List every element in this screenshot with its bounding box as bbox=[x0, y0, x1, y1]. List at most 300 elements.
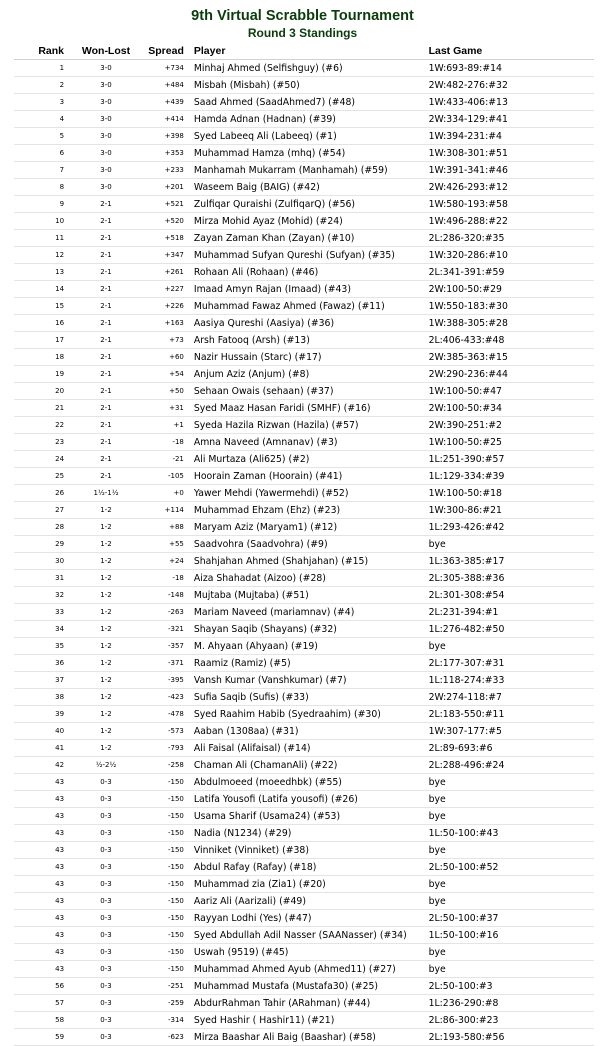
last-game-cell: 1W:550-183:#30 bbox=[429, 298, 594, 315]
rank-cell: 38 bbox=[14, 689, 76, 706]
spread-cell: +24 bbox=[136, 553, 194, 570]
spread-cell: +347 bbox=[136, 247, 194, 264]
table-row bbox=[14, 417, 594, 434]
won-lost-cell: 3-0 bbox=[76, 111, 136, 128]
last-game-cell: 1W:300-86:#21 bbox=[429, 502, 594, 519]
rank-cell: 6 bbox=[14, 145, 76, 162]
spread-cell: +54 bbox=[136, 366, 194, 383]
table-row bbox=[14, 502, 594, 519]
spread-cell: +1 bbox=[136, 417, 194, 434]
table-row bbox=[14, 247, 594, 264]
last-game-cell: bye bbox=[429, 774, 594, 791]
spread-cell: +233 bbox=[136, 162, 194, 179]
rank-cell: 41 bbox=[14, 740, 76, 757]
last-game-cell: 2W:290-236:#44 bbox=[429, 366, 594, 383]
rank-cell: 43 bbox=[14, 825, 76, 842]
table-row bbox=[14, 638, 594, 655]
player-cell: Vinniket (Vinniket) (#38) bbox=[194, 842, 429, 859]
table-header-row bbox=[14, 43, 594, 60]
rank-cell: 13 bbox=[14, 264, 76, 281]
rank-cell: 7 bbox=[14, 162, 76, 179]
spread-cell: +353 bbox=[136, 145, 194, 162]
spread-cell: -150 bbox=[136, 791, 194, 808]
table-row bbox=[14, 723, 594, 740]
spread-cell: +88 bbox=[136, 519, 194, 536]
rank-cell: 11 bbox=[14, 230, 76, 247]
table-row bbox=[14, 859, 594, 876]
spread-cell: -321 bbox=[136, 621, 194, 638]
last-game-cell: 1L:251-390:#57 bbox=[429, 451, 594, 468]
table-row bbox=[14, 655, 594, 672]
table-row bbox=[14, 94, 594, 111]
spread-cell: +226 bbox=[136, 298, 194, 315]
won-lost-cell: 1-2 bbox=[76, 502, 136, 519]
last-game-cell: bye bbox=[429, 638, 594, 655]
last-game-cell: 1W:308-301:#51 bbox=[429, 145, 594, 162]
last-game-cell: 2L:89-693:#6 bbox=[429, 740, 594, 757]
rank-cell: 39 bbox=[14, 706, 76, 723]
table-row bbox=[14, 485, 594, 502]
table-row bbox=[14, 961, 594, 978]
spread-cell: -150 bbox=[136, 927, 194, 944]
last-game-cell: bye bbox=[429, 876, 594, 893]
last-game-cell: 2W:385-363:#15 bbox=[429, 349, 594, 366]
last-game-cell: 1W:391-341:#46 bbox=[429, 162, 594, 179]
won-lost-cell: 2-1 bbox=[76, 281, 136, 298]
player-cell: AbdurRahman Tahir (ARahman) (#44) bbox=[194, 995, 429, 1012]
rank-cell: 14 bbox=[14, 281, 76, 298]
table-row bbox=[14, 128, 594, 145]
spread-cell: +261 bbox=[136, 264, 194, 281]
spread-cell: -150 bbox=[136, 842, 194, 859]
rank-cell: 15 bbox=[14, 298, 76, 315]
last-game-cell: 2L:305-388:#36 bbox=[429, 570, 594, 587]
table-row bbox=[14, 434, 594, 451]
rank-cell: 5 bbox=[14, 128, 76, 145]
won-lost-cell: 2-1 bbox=[76, 468, 136, 485]
player-cell: Muhammad Fawaz Ahmed (Fawaz) (#11) bbox=[194, 298, 429, 315]
spread-cell: -18 bbox=[136, 434, 194, 451]
rank-cell: 43 bbox=[14, 893, 76, 910]
last-game-cell: 2L:341-391:#59 bbox=[429, 264, 594, 281]
player-cell: Uswah (9519) (#45) bbox=[194, 944, 429, 961]
last-game-cell: bye bbox=[429, 536, 594, 553]
last-game-cell: 1W:100-50:#18 bbox=[429, 485, 594, 502]
spread-cell: +73 bbox=[136, 332, 194, 349]
last-game-cell: 2W:100-50:#29 bbox=[429, 281, 594, 298]
spread-cell: +201 bbox=[136, 179, 194, 196]
rank-cell: 43 bbox=[14, 910, 76, 927]
player-cell: Amna Naveed (Amnanav) (#3) bbox=[194, 434, 429, 451]
table-row bbox=[14, 145, 594, 162]
standings-body bbox=[14, 60, 594, 1046]
table-row bbox=[14, 1012, 594, 1029]
table-row bbox=[14, 825, 594, 842]
won-lost-cell: 2-1 bbox=[76, 196, 136, 213]
rank-cell: 24 bbox=[14, 451, 76, 468]
standings-table bbox=[14, 43, 594, 1046]
table-row bbox=[14, 740, 594, 757]
won-lost-cell: 1-2 bbox=[76, 570, 136, 587]
last-game-cell: bye bbox=[429, 791, 594, 808]
rank-cell: 57 bbox=[14, 995, 76, 1012]
spread-cell: -357 bbox=[136, 638, 194, 655]
won-lost-cell: 0-3 bbox=[76, 927, 136, 944]
rank-cell: 33 bbox=[14, 604, 76, 621]
spread-cell: -150 bbox=[136, 774, 194, 791]
won-lost-cell: 2-1 bbox=[76, 230, 136, 247]
table-row bbox=[14, 213, 594, 230]
won-lost-cell: 2-1 bbox=[76, 366, 136, 383]
player-cell: Mirza Mohid Ayaz (Mohid) (#24) bbox=[194, 213, 429, 230]
player-cell: Usama Sharif (Usama24) (#53) bbox=[194, 808, 429, 825]
last-game-cell: 2W:482-276:#32 bbox=[429, 77, 594, 94]
table-row bbox=[14, 468, 594, 485]
last-game-cell: 2L:301-308:#54 bbox=[429, 587, 594, 604]
rank-cell: 59 bbox=[14, 1029, 76, 1046]
won-lost-cell: 2-1 bbox=[76, 434, 136, 451]
rank-cell: 23 bbox=[14, 434, 76, 451]
player-cell: Syed Labeeq Ali (Labeeq) (#1) bbox=[194, 128, 429, 145]
table-row bbox=[14, 519, 594, 536]
won-lost-cell: 1-2 bbox=[76, 638, 136, 655]
rank-cell: 43 bbox=[14, 808, 76, 825]
table-row bbox=[14, 264, 594, 281]
column-header-last-game: Last Game bbox=[429, 43, 594, 60]
player-cell: Nazir Hussain (Starc) (#17) bbox=[194, 349, 429, 366]
spread-cell: -18 bbox=[136, 570, 194, 587]
won-lost-cell: 1-2 bbox=[76, 587, 136, 604]
player-cell: Misbah (Misbah) (#50) bbox=[194, 77, 429, 94]
rank-cell: 21 bbox=[14, 400, 76, 417]
player-cell: Hoorain Zaman (Hoorain) (#41) bbox=[194, 468, 429, 485]
rank-cell: 43 bbox=[14, 774, 76, 791]
player-cell: Shayan Saqib (Shayans) (#32) bbox=[194, 621, 429, 638]
player-cell: Hamda Adnan (Hadnan) (#39) bbox=[194, 111, 429, 128]
player-cell: Saadvohra (Saadvohra) (#9) bbox=[194, 536, 429, 553]
player-cell: Mirza Baashar Ali Baig (Baashar) (#58) bbox=[194, 1029, 429, 1046]
last-game-cell: 2L:231-394:#1 bbox=[429, 604, 594, 621]
player-cell: Mujtaba (Mujtaba) (#51) bbox=[194, 587, 429, 604]
won-lost-cell: 2-1 bbox=[76, 298, 136, 315]
spread-cell: -259 bbox=[136, 995, 194, 1012]
won-lost-cell: 1-2 bbox=[76, 536, 136, 553]
player-cell: Shahjahan Ahmed (Shahjahan) (#15) bbox=[194, 553, 429, 570]
table-row bbox=[14, 774, 594, 791]
won-lost-cell: 0-3 bbox=[76, 1012, 136, 1029]
spread-cell: +414 bbox=[136, 111, 194, 128]
rank-cell: 43 bbox=[14, 927, 76, 944]
player-cell: Muhammad Mustafa (Mustafa30) (#25) bbox=[194, 978, 429, 995]
won-lost-cell: 1-2 bbox=[76, 621, 136, 638]
spread-cell: +521 bbox=[136, 196, 194, 213]
won-lost-cell: 2-1 bbox=[76, 349, 136, 366]
spread-cell: +734 bbox=[136, 60, 194, 77]
table-row bbox=[14, 366, 594, 383]
won-lost-cell: 2-1 bbox=[76, 383, 136, 400]
player-cell: Rayyan Lodhi (Yes) (#47) bbox=[194, 910, 429, 927]
last-game-cell: 1L:50-100:#43 bbox=[429, 825, 594, 842]
player-cell: Syed Maaz Hasan Faridi (SMHF) (#16) bbox=[194, 400, 429, 417]
last-game-cell: bye bbox=[429, 893, 594, 910]
won-lost-cell: 0-3 bbox=[76, 876, 136, 893]
table-row bbox=[14, 111, 594, 128]
won-lost-cell: 2-1 bbox=[76, 332, 136, 349]
spread-cell: -371 bbox=[136, 655, 194, 672]
table-row bbox=[14, 451, 594, 468]
last-game-cell: 1W:307-177:#5 bbox=[429, 723, 594, 740]
won-lost-cell: 1-2 bbox=[76, 723, 136, 740]
last-game-cell: 1W:496-288:#22 bbox=[429, 213, 594, 230]
player-cell: Rohaan Ali (Rohaan) (#46) bbox=[194, 264, 429, 281]
player-cell: Minhaj Ahmed (Selfishguy) (#6) bbox=[194, 60, 429, 77]
table-row bbox=[14, 842, 594, 859]
last-game-cell: 1L:129-334:#39 bbox=[429, 468, 594, 485]
last-game-cell: bye bbox=[429, 842, 594, 859]
won-lost-cell: 2-1 bbox=[76, 451, 136, 468]
won-lost-cell: 0-3 bbox=[76, 995, 136, 1012]
won-lost-cell: 2-1 bbox=[76, 400, 136, 417]
player-cell: Syeda Hazila Rizwan (Hazila) (#57) bbox=[194, 417, 429, 434]
spread-cell: -478 bbox=[136, 706, 194, 723]
rank-cell: 9 bbox=[14, 196, 76, 213]
won-lost-cell: 0-3 bbox=[76, 944, 136, 961]
spread-cell: +163 bbox=[136, 315, 194, 332]
player-cell: Muhammad zia (Zia1) (#20) bbox=[194, 876, 429, 893]
player-cell: M. Ahyaan (Ahyaan) (#19) bbox=[194, 638, 429, 655]
won-lost-cell: 2-1 bbox=[76, 247, 136, 264]
won-lost-cell: 0-3 bbox=[76, 910, 136, 927]
last-game-cell: 1W:100-50:#47 bbox=[429, 383, 594, 400]
spread-cell: +114 bbox=[136, 502, 194, 519]
table-row bbox=[14, 978, 594, 995]
spread-cell: -150 bbox=[136, 910, 194, 927]
won-lost-cell: 0-3 bbox=[76, 808, 136, 825]
column-header-won-lost: Won-Lost bbox=[76, 43, 136, 60]
rank-cell: 1 bbox=[14, 60, 76, 77]
rank-cell: 36 bbox=[14, 655, 76, 672]
player-cell: Aiza Shahadat (Aizoo) (#28) bbox=[194, 570, 429, 587]
won-lost-cell: 3-0 bbox=[76, 94, 136, 111]
spread-cell: -314 bbox=[136, 1012, 194, 1029]
won-lost-cell: 3-0 bbox=[76, 145, 136, 162]
last-game-cell: 2L:50-100:#3 bbox=[429, 978, 594, 995]
rank-cell: 35 bbox=[14, 638, 76, 655]
won-lost-cell: 1-2 bbox=[76, 519, 136, 536]
table-row bbox=[14, 587, 594, 604]
won-lost-cell: 1-2 bbox=[76, 740, 136, 757]
won-lost-cell: 0-3 bbox=[76, 961, 136, 978]
table-row bbox=[14, 349, 594, 366]
table-row bbox=[14, 621, 594, 638]
won-lost-cell: 2-1 bbox=[76, 264, 136, 281]
table-row bbox=[14, 757, 594, 774]
spread-cell: -395 bbox=[136, 672, 194, 689]
player-cell: Latifa Yousofi (Latifa yousofi) (#26) bbox=[194, 791, 429, 808]
column-header-player: Player bbox=[194, 43, 429, 60]
table-row bbox=[14, 196, 594, 213]
table-row bbox=[14, 944, 594, 961]
table-row bbox=[14, 77, 594, 94]
spread-cell: +518 bbox=[136, 230, 194, 247]
rank-cell: 30 bbox=[14, 553, 76, 570]
player-cell: Chaman Ali (ChamanAli) (#22) bbox=[194, 757, 429, 774]
table-row bbox=[14, 604, 594, 621]
player-cell: Syed Abdullah Adil Nasser (SAANasser) (#34) bbox=[194, 927, 429, 944]
spread-cell: +55 bbox=[136, 536, 194, 553]
rank-cell: 28 bbox=[14, 519, 76, 536]
player-cell: Zulfiqar Quraishi (ZulfiqarQ) (#56) bbox=[194, 196, 429, 213]
table-row bbox=[14, 553, 594, 570]
rank-cell: 34 bbox=[14, 621, 76, 638]
spread-cell: -148 bbox=[136, 587, 194, 604]
table-row bbox=[14, 315, 594, 332]
last-game-cell: 2L:177-307:#31 bbox=[429, 655, 594, 672]
table-row bbox=[14, 230, 594, 247]
rank-cell: 17 bbox=[14, 332, 76, 349]
spread-cell: -150 bbox=[136, 825, 194, 842]
table-row bbox=[14, 706, 594, 723]
rank-cell: 22 bbox=[14, 417, 76, 434]
spread-cell: -150 bbox=[136, 961, 194, 978]
spread-cell: -150 bbox=[136, 859, 194, 876]
last-game-cell: bye bbox=[429, 944, 594, 961]
player-cell: Imaad Amyn Rajan (Imaad) (#43) bbox=[194, 281, 429, 298]
spread-cell: -150 bbox=[136, 876, 194, 893]
player-cell: Saad Ahmed (SaadAhmed7) (#48) bbox=[194, 94, 429, 111]
player-cell: Nadia (N1234) (#29) bbox=[194, 825, 429, 842]
spread-cell: -21 bbox=[136, 451, 194, 468]
table-row bbox=[14, 791, 594, 808]
last-game-cell: 1W:580-193:#58 bbox=[429, 196, 594, 213]
table-row bbox=[14, 570, 594, 587]
last-game-cell: bye bbox=[429, 808, 594, 825]
player-cell: Syed Hashir ( Hashir11) (#21) bbox=[194, 1012, 429, 1029]
player-cell: Maryam Aziz (Maryam1) (#12) bbox=[194, 519, 429, 536]
spread-cell: +0 bbox=[136, 485, 194, 502]
won-lost-cell: 3-0 bbox=[76, 60, 136, 77]
player-cell: Muhammad Ehzam (Ehz) (#23) bbox=[194, 502, 429, 519]
spread-cell: +439 bbox=[136, 94, 194, 111]
won-lost-cell: 3-0 bbox=[76, 128, 136, 145]
player-cell: Syed Raahim Habib (Syedraahim) (#30) bbox=[194, 706, 429, 723]
spread-cell: +227 bbox=[136, 281, 194, 298]
table-row bbox=[14, 876, 594, 893]
spread-cell: -258 bbox=[136, 757, 194, 774]
rank-cell: 40 bbox=[14, 723, 76, 740]
won-lost-cell: 3-0 bbox=[76, 77, 136, 94]
rank-cell: 32 bbox=[14, 587, 76, 604]
table-row bbox=[14, 332, 594, 349]
table-row bbox=[14, 808, 594, 825]
table-row bbox=[14, 995, 594, 1012]
spread-cell: -150 bbox=[136, 808, 194, 825]
last-game-cell: 1L:236-290:#8 bbox=[429, 995, 594, 1012]
player-cell: Zayan Zaman Khan (Zayan) (#10) bbox=[194, 230, 429, 247]
rank-cell: 4 bbox=[14, 111, 76, 128]
won-lost-cell: 3-0 bbox=[76, 179, 136, 196]
won-lost-cell: 0-3 bbox=[76, 859, 136, 876]
spread-cell: +484 bbox=[136, 77, 194, 94]
player-cell: Abdulmoeed (moeedhbk) (#55) bbox=[194, 774, 429, 791]
won-lost-cell: 1-2 bbox=[76, 604, 136, 621]
player-cell: Waseem Baig (BAIG) (#42) bbox=[194, 179, 429, 196]
rank-cell: 43 bbox=[14, 961, 76, 978]
last-game-cell: 1L:118-274:#33 bbox=[429, 672, 594, 689]
player-cell: Aaban (1308aa) (#31) bbox=[194, 723, 429, 740]
player-cell: Ali Faisal (Alifaisal) (#14) bbox=[194, 740, 429, 757]
last-game-cell: 2L:50-100:#52 bbox=[429, 859, 594, 876]
spread-cell: +31 bbox=[136, 400, 194, 417]
table-row bbox=[14, 383, 594, 400]
player-cell: Anjum Aziz (Anjum) (#8) bbox=[194, 366, 429, 383]
won-lost-cell: 0-3 bbox=[76, 825, 136, 842]
player-cell: Manhamah Mukarram (Manhamah) (#59) bbox=[194, 162, 429, 179]
won-lost-cell: 2-1 bbox=[76, 417, 136, 434]
won-lost-cell: 0-3 bbox=[76, 1029, 136, 1046]
table-row bbox=[14, 179, 594, 196]
last-game-cell: 1L:293-426:#42 bbox=[429, 519, 594, 536]
rank-cell: 16 bbox=[14, 315, 76, 332]
won-lost-cell: 3-0 bbox=[76, 162, 136, 179]
won-lost-cell: 1-2 bbox=[76, 655, 136, 672]
rank-cell: 43 bbox=[14, 842, 76, 859]
table-row bbox=[14, 1029, 594, 1046]
rank-cell: 8 bbox=[14, 179, 76, 196]
won-lost-cell: 2-1 bbox=[76, 213, 136, 230]
table-row bbox=[14, 672, 594, 689]
last-game-cell: 1W:100-50:#25 bbox=[429, 434, 594, 451]
page-title: 9th Virtual Scrabble Tournament bbox=[191, 8, 414, 24]
player-cell: Aariz Ali (Aarizali) (#49) bbox=[194, 893, 429, 910]
rank-cell: 37 bbox=[14, 672, 76, 689]
table-row bbox=[14, 910, 594, 927]
last-game-cell: 2W:274-118:#7 bbox=[429, 689, 594, 706]
rank-cell: 42 bbox=[14, 757, 76, 774]
spread-cell: -263 bbox=[136, 604, 194, 621]
won-lost-cell: 0-3 bbox=[76, 774, 136, 791]
table-row bbox=[14, 298, 594, 315]
won-lost-cell: 2-1 bbox=[76, 315, 136, 332]
player-cell: Arsh Fatooq (Arsh) (#13) bbox=[194, 332, 429, 349]
player-cell: Sufia Saqib (Sufis) (#33) bbox=[194, 689, 429, 706]
column-header-spread: Spread bbox=[136, 43, 194, 60]
last-game-cell: 2W:390-251:#2 bbox=[429, 417, 594, 434]
won-lost-cell: 1-2 bbox=[76, 553, 136, 570]
player-cell: Mariam Naveed (mariamnav) (#4) bbox=[194, 604, 429, 621]
last-game-cell: 2W:334-129:#41 bbox=[429, 111, 594, 128]
table-row bbox=[14, 893, 594, 910]
last-game-cell: 2W:100-50:#34 bbox=[429, 400, 594, 417]
rank-cell: 27 bbox=[14, 502, 76, 519]
rank-cell: 3 bbox=[14, 94, 76, 111]
rank-cell: 10 bbox=[14, 213, 76, 230]
rank-cell: 43 bbox=[14, 791, 76, 808]
player-cell: Yawer Mehdi (Yawermehdi) (#52) bbox=[194, 485, 429, 502]
rank-cell: 29 bbox=[14, 536, 76, 553]
spread-cell: +50 bbox=[136, 383, 194, 400]
rank-cell: 58 bbox=[14, 1012, 76, 1029]
rank-cell: 56 bbox=[14, 978, 76, 995]
last-game-cell: 1W:320-286:#10 bbox=[429, 247, 594, 264]
last-game-cell: 1W:433-406:#13 bbox=[429, 94, 594, 111]
rank-cell: 18 bbox=[14, 349, 76, 366]
player-cell: Ali Murtaza (Ali625) (#2) bbox=[194, 451, 429, 468]
player-cell: Muhammad Sufyan Qureshi (Sufyan) (#35) bbox=[194, 247, 429, 264]
rank-cell: 20 bbox=[14, 383, 76, 400]
table-row bbox=[14, 400, 594, 417]
table-row bbox=[14, 281, 594, 298]
